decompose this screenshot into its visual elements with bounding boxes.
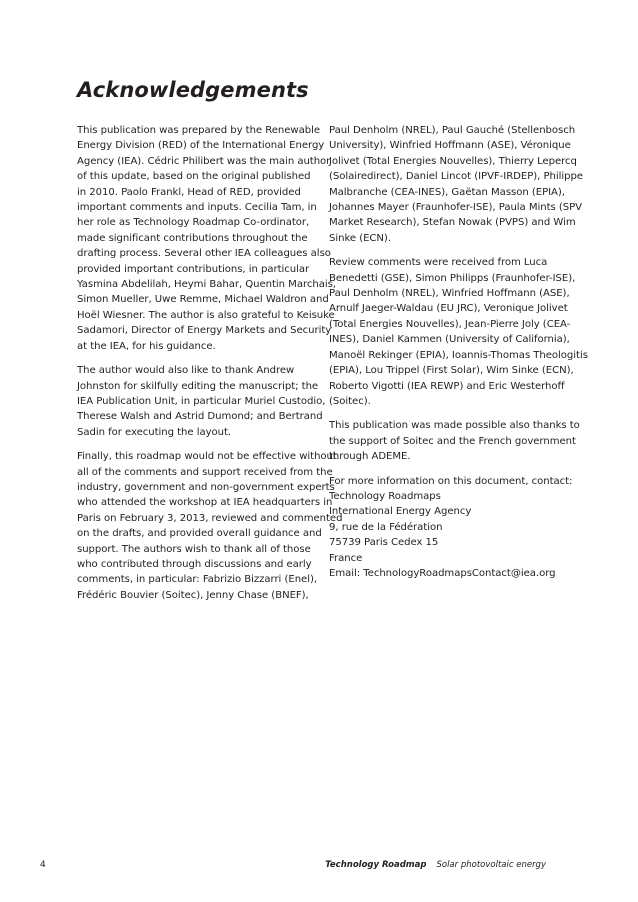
text-line: on the drafts, and provided overall guidance and: [77, 528, 322, 540]
text-line: at the IEA, for his guidance.: [77, 340, 216, 352]
footer-series: Technology Roadmap: [325, 860, 427, 870]
text-line: of this update, based on the original published: [77, 171, 311, 183]
text-line: Hoël Wiesner. The author is also grateful to Keisuke: [77, 309, 335, 321]
text-line: support. The authors wish to thank all of those: [77, 543, 311, 555]
text-line: her role as Technology Roadmap Co-ordinator,: [77, 217, 310, 229]
text-line: International Energy Agency: [329, 506, 472, 518]
text-line: who contributed through discussions and early: [77, 558, 312, 570]
text-line: drafting process. Several other IEA colleagues also: [77, 248, 331, 260]
text-line: Energy Division (RED) of the International Energy: [77, 140, 325, 152]
text-line: Review comments were received from Luca: [329, 257, 548, 269]
text-line: Roberto Vigotti (IEA REWP) and Eric Westerhoff: [329, 380, 565, 392]
page-number: 4: [40, 860, 46, 870]
paragraph: [329, 255, 588, 409]
paragraph: [77, 123, 336, 354]
text-line: (EPIA), Lou Trippel (First Solar), Wim Sinke (ECN),: [329, 365, 574, 377]
text-line: France: [329, 552, 363, 564]
text-line: Frédéric Bouvier (Soitec), Jenny Chase (BNEF),: [77, 589, 309, 601]
text-line: Arnulf Jaeger-Waldau (EU JRC), Veronique Jolivet: [329, 303, 568, 315]
text-line: 9, rue de la Fédération: [329, 521, 443, 533]
text-line: Email: TechnologyRoadmapsContact@iea.org: [329, 567, 556, 579]
paragraph: [77, 449, 343, 603]
text-line: industry, government and non-government experts: [77, 481, 335, 493]
text-line: For more information on this document, contact:: [329, 475, 573, 487]
text-line: Yasmina Abdelilah, Heymi Bahar, Quentin Marchais,: [77, 279, 336, 291]
paragraph: [77, 363, 326, 440]
contact-block: [329, 474, 573, 582]
text-line: Simon Mueller, Uwe Remme, Michael Waldron and: [77, 294, 329, 306]
text-line: INES), Daniel Kammen (University of California),: [329, 334, 570, 346]
text-line: (Total Energies Nouvelles), Jean-Pierre Joly (CEA-: [329, 318, 571, 330]
text-line: Paris on February 3, 2013, reviewed and commented: [77, 512, 343, 524]
text-line: IEA Publication Unit, in particular Muriel Custodio,: [77, 395, 326, 407]
right-column: [329, 123, 588, 590]
left-column: [77, 123, 343, 612]
text-line: Malbranche (CEA-INES), Gaëtan Masson (EPIA),: [329, 186, 565, 198]
text-line: in 2010. Paolo Frankl, Head of RED, provided: [77, 186, 301, 198]
text-line: through ADEME.: [329, 451, 411, 463]
text-line: all of the comments and support received from the: [77, 466, 333, 478]
text-line: The author would also like to thank Andrew: [77, 365, 295, 377]
text-line: Benedetti (GSE), Simon Philipps (Fraunhofer-ISE),: [329, 272, 576, 284]
running-footer: [325, 860, 546, 870]
text-line: This publication was prepared by the Renewable: [77, 125, 321, 136]
text-line: Johannes Mayer (Fraunhofer-ISE), Paula Mints (SPV: [329, 202, 583, 214]
text-line: University), Winfried Hoffmann (ASE), Véronique: [329, 140, 571, 152]
text-line: (Solairedirect), Daniel Lincot (IPVF-IRDEP), Philippe: [329, 171, 583, 183]
text-line: who attended the workshop at IEA headquarters in: [77, 497, 333, 509]
paragraph: [329, 418, 580, 464]
text-line: Paul Denholm (NREL), Winfried Hoffmann (ASE),: [329, 288, 570, 300]
page-title: Acknowledgements: [77, 78, 309, 102]
text-line: Market Research), Stefan Nowak (PVPS) and Wim: [329, 217, 576, 229]
text-line: Technology Roadmaps: [329, 490, 441, 502]
text-line: 75739 Paris Cedex 15: [329, 537, 439, 549]
text-line: Sadamori, Director of Energy Markets and Security: [77, 325, 332, 337]
text-line: (Soitec).: [329, 395, 371, 407]
text-line: made significant contributions throughout the: [77, 232, 308, 244]
text-line: Jolivet (Total Energies Nouvelles), Thierry Lepercq: [329, 155, 577, 167]
text-line: Sinke (ECN).: [329, 232, 391, 244]
paragraph: [329, 123, 583, 246]
text-line: Agency (IEA). Cédric Philibert was the main author: [77, 155, 331, 167]
text-line: comments, in particular: Fabrizio Bizzarri (Enel),: [77, 574, 317, 586]
text-line: Finally, this roadmap would not be effective without: [77, 451, 337, 463]
text-line: This publication was made possible also thanks to: [329, 420, 580, 432]
text-line: Johnston for skilfully editing the manuscript; the: [77, 380, 319, 392]
text-line: important comments and inputs. Cecilia Tam, in: [77, 202, 317, 214]
text-line: Manoël Rekinger (EPIA), Ioannis-Thomas Theologitis: [329, 349, 588, 361]
footer-subject: Solar photovoltaic energy: [436, 860, 546, 870]
text-line: the support of Soitec and the French government: [329, 435, 576, 447]
text-line: provided important contributions, in particular: [77, 263, 310, 275]
text-line: Paul Denholm (NREL), Paul Gauché (Stellenbosch: [329, 125, 576, 136]
text-line: Therese Walsh and Astrid Dumond; and Bertrand: [77, 411, 323, 423]
text-line: Sadin for executing the layout.: [77, 426, 232, 438]
